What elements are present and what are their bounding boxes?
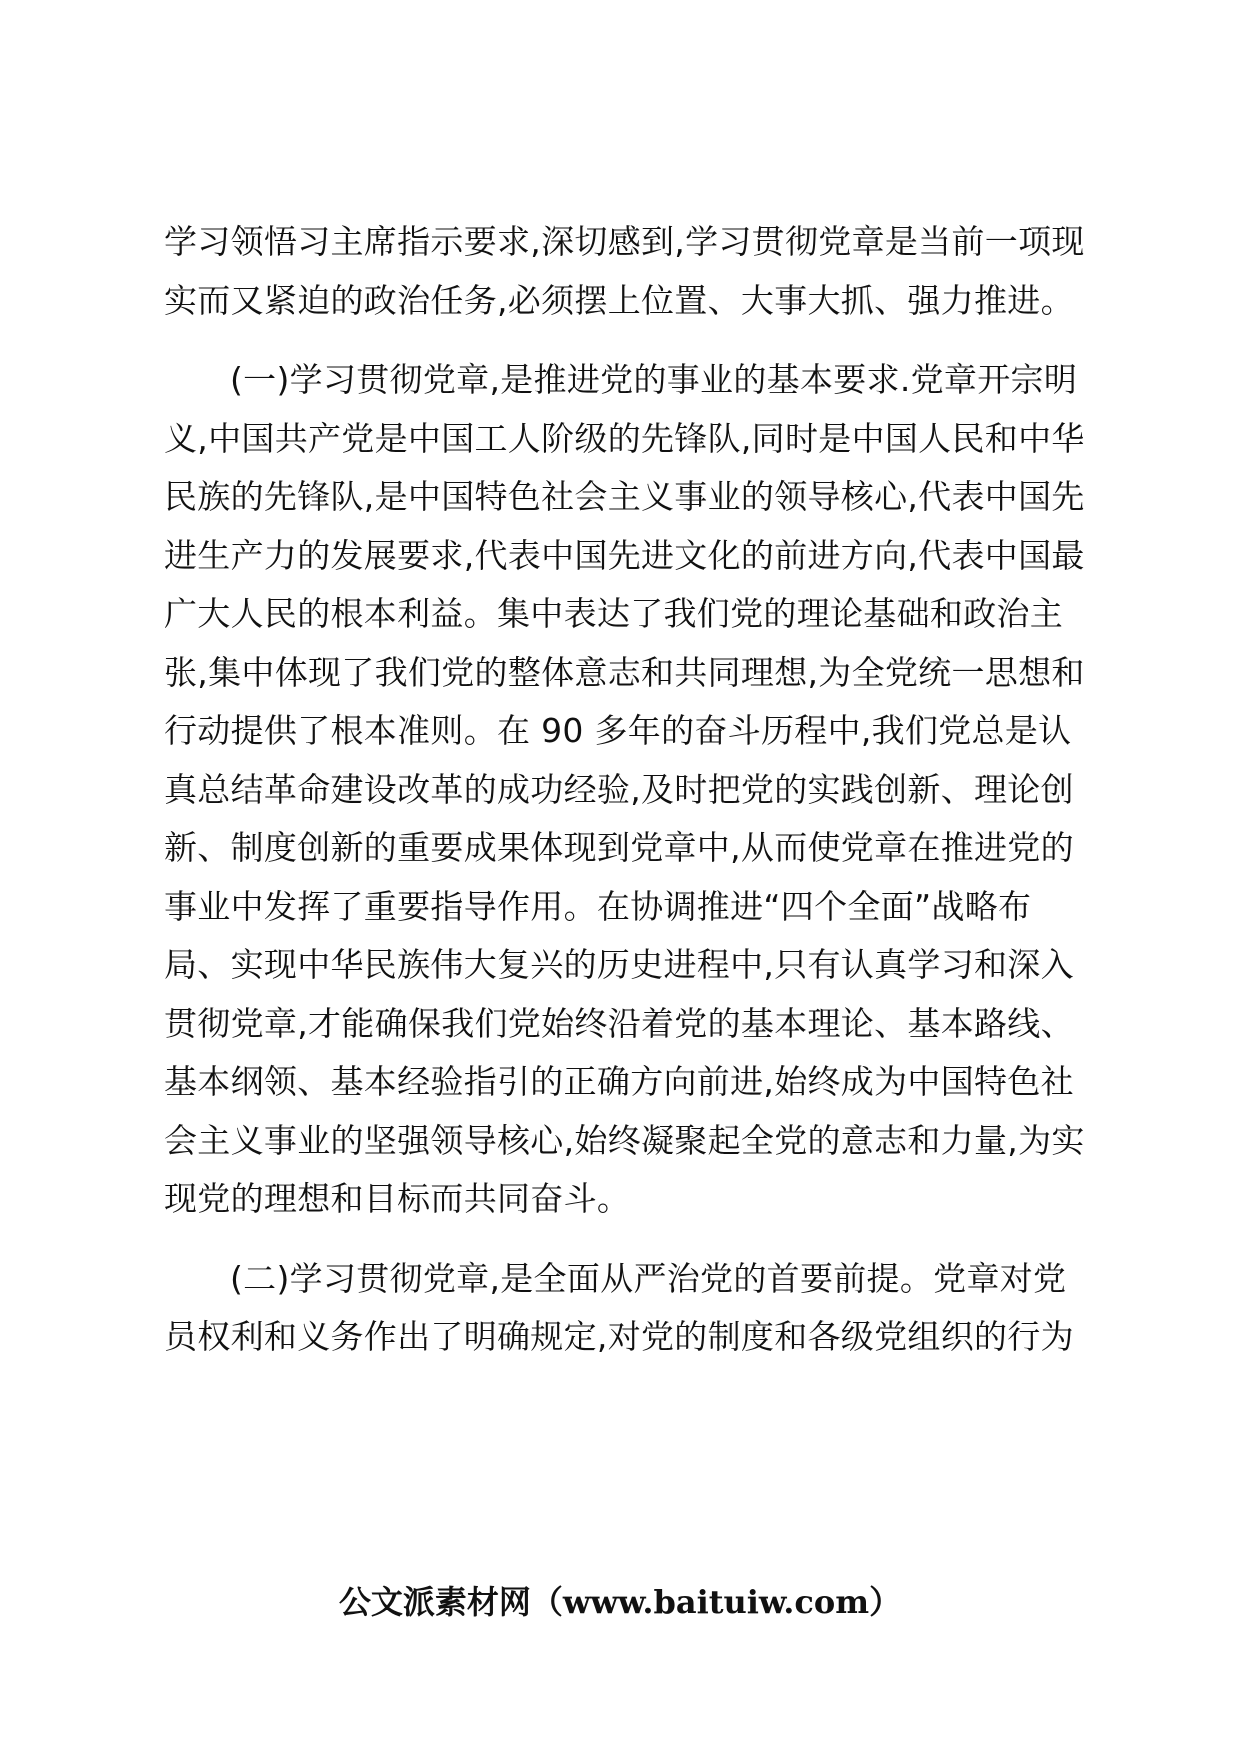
text-line: 事业中发挥了重要指导作用。在协调推进“四个全面”战略布 [164, 886, 1032, 926]
text-line: 民族的先锋队,是中国特色社会主义事业的领导核心,代表中国先 [164, 477, 1085, 516]
page-footer-watermark: 公文派素材网（www.baituiw.com） [338, 1583, 902, 1621]
text-line: 会主义事业的坚强领导核心,始终凝聚起全党的意志和力量,为实 [164, 1120, 1085, 1160]
text-line: 实而又紧迫的政治任务,必须摆上位置、大事大抓、强力推进。 [164, 280, 1074, 320]
text-line: 张,集中体现了我们党的整体意志和共同理想,为全党统一思想和 [164, 652, 1085, 692]
text-line: 员权利和义务作出了明确规定,对党的制度和各级党组织的行为 [164, 1317, 1074, 1356]
paragraph-intro [164, 213, 1086, 330]
text-line: 进生产力的发展要求,代表中国先进文化的前进方向,代表中国最 [164, 535, 1085, 575]
text-line: (一)学习贯彻党章,是推进党的事业的基本要求.党章开宗明 [230, 360, 1078, 399]
text-line: 义,中国共产党是中国工人阶级的先锋队,同时是中国人民和中华 [164, 418, 1085, 458]
text-line: (二)学习贯彻党章,是全面从严治党的首要前提。党章对党 [230, 1258, 1067, 1298]
paragraph-spacing [164, 330, 1086, 351]
paragraph-section-two [164, 1250, 1086, 1367]
text-line: 广大人民的根本利益。集中表达了我们党的理论基础和政治主 [164, 594, 1064, 633]
text-line: 真总结革命建设改革的成功经验,及时把党的实践创新、理论创 [164, 769, 1074, 809]
text-line: 学习领悟习主席指示要求,深切感到,学习贯彻党章是当前一项现 [164, 222, 1085, 261]
paragraph-section-one [164, 351, 1086, 1229]
text-line: 现党的理想和目标而共同奋斗。 [164, 1179, 631, 1218]
text-line: 贯彻党章,才能确保我们党始终沿着党的基本理论、基本路线、 [164, 1003, 1074, 1043]
paragraph-spacing [164, 1229, 1086, 1250]
text-line: 基本纲领、基本经验指引的正确方向前进,始终成为中国特色社 [164, 1062, 1074, 1101]
text-line: 局、实现中华民族伟大复兴的历史进程中,只有认真学习和深入 [164, 945, 1074, 984]
document-body [164, 213, 1086, 1367]
text-line: 新、制度创新的重要成果体现到党章中,从而使党章在推进党的 [164, 828, 1074, 867]
text-line: 行动提供了根本准则。在 90 多年的奋斗历程中,我们党总是认 [164, 711, 1072, 750]
